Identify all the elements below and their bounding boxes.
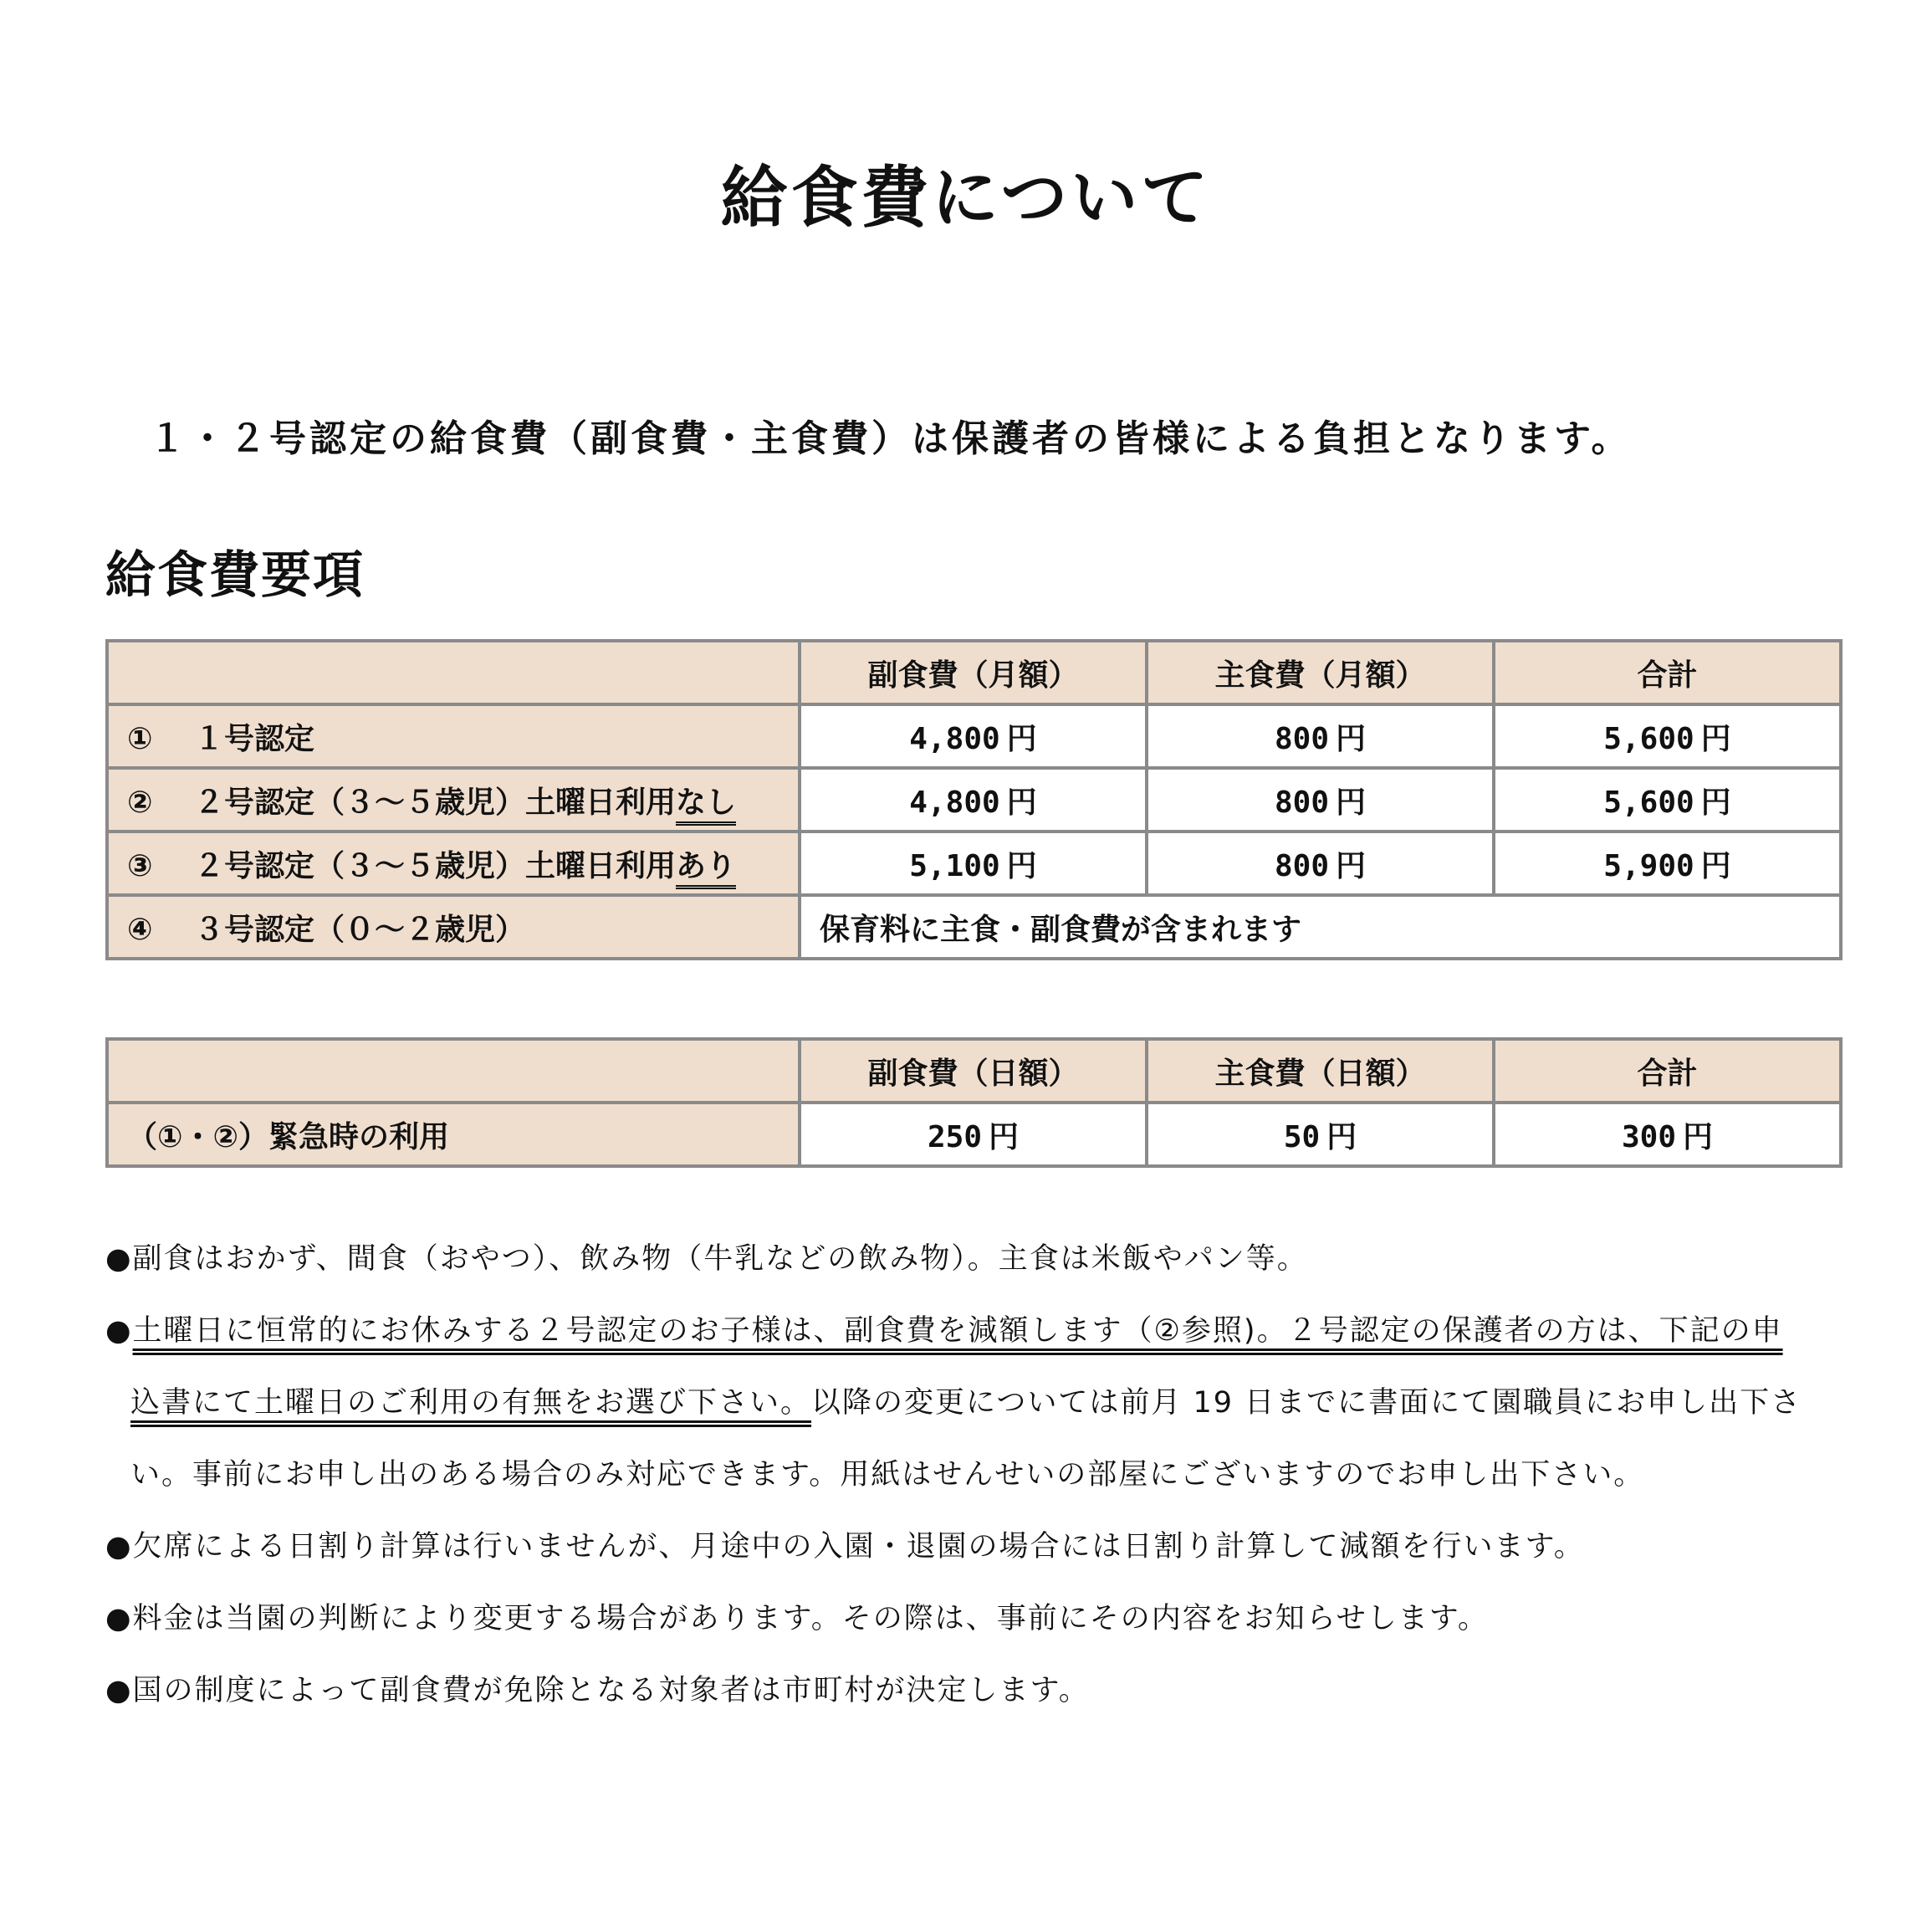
table-header-row <box>107 1039 1841 1103</box>
staple-cell: 800 円 <box>1147 768 1494 832</box>
included-note-cell: 保育料に主食・副食費が含まれます <box>800 895 1841 959</box>
note-item <box>105 1295 1828 1367</box>
notes-list <box>105 1223 1828 1727</box>
monthly-fee-table <box>105 639 1843 960</box>
note-text: 以降の変更については前月 19 日までに書面にて園職員にお申し出下さ <box>811 1386 1802 1420</box>
table-header-row <box>107 641 1841 704</box>
row-marker: ② <box>127 785 153 820</box>
note-item: ●料金は当園の判断により変更する場合があります。その際は、事前にその内容をお知らせします。 <box>105 1602 1489 1635</box>
header-cell-staple: 主食費（月額） <box>1147 641 1494 704</box>
note-item: ●欠席による日割り計算は行いませんが、月途中の入園・退園の場合には日割り計算して減額を行います。 <box>105 1530 1585 1563</box>
total-cell: 300 円 <box>1494 1103 1841 1166</box>
staple-cell: 50 円 <box>1147 1103 1494 1166</box>
table-row <box>107 768 1841 832</box>
table-row <box>107 704 1841 768</box>
side-dish-cell: 4,800 円 <box>800 768 1147 832</box>
note-item-continued: い。事前にお申し出のある場合のみ対応できます。用紙はせんせいの部屋にございますのでお申し出下さい。 <box>130 1458 1645 1492</box>
row-label-text: ２号認定（３～５歳児）土曜日利用 <box>194 848 677 883</box>
note-bullet: ● <box>105 1314 133 1348</box>
row-label <box>107 704 800 768</box>
page-title: 給食費について <box>720 159 1212 237</box>
row-label <box>107 832 800 895</box>
header-cell-side-dish: 副食費（月額） <box>800 641 1147 704</box>
note-underlined-text: 込書にて土曜日のご利用の有無をお選び下さい。 <box>130 1386 812 1420</box>
note-underlined-text: 土曜日に恒常的にお休みする２号認定のお子様は、副食費を減額します（②参照)。２号認定の保護者の方は、下記の申 <box>132 1314 1783 1348</box>
total-cell: 5,900 円 <box>1494 832 1841 895</box>
row-marker: ① <box>127 721 153 756</box>
note-item: ●国の制度によって副食費が免除となる対象者は市町村が決定します。 <box>105 1674 1090 1707</box>
row-label-text: １号認定 <box>194 721 315 756</box>
total-cell: 5,600 円 <box>1494 768 1841 832</box>
row-label-emphasis: あり <box>676 849 736 889</box>
header-cell-empty <box>107 641 800 704</box>
header-cell-total: 合計 <box>1494 1039 1841 1103</box>
table-row <box>107 832 1841 895</box>
row-label-text: ２号認定（３～５歳児）土曜日利用 <box>194 785 677 820</box>
note-item: ●副食はおかず、間食（おやつ）、飲み物（牛乳などの飲み物）。主食は米飯やパン等。 <box>105 1242 1308 1276</box>
row-label: （①・②）緊急時の利用 <box>107 1103 800 1166</box>
row-label-text: ３号認定（０～２歳児） <box>194 912 526 947</box>
header-cell-side-dish: 副食費（日額） <box>800 1039 1147 1103</box>
row-label <box>107 895 800 959</box>
table-row <box>107 1103 1841 1166</box>
side-dish-cell: 5,100 円 <box>800 832 1147 895</box>
daily-fee-table <box>105 1037 1843 1168</box>
staple-cell: 800 円 <box>1147 704 1494 768</box>
intro-text: １・２号認定の給食費（副食費・主食費）は保護者の皆様による負担となります。 <box>149 417 1632 460</box>
header-cell-total: 合計 <box>1494 641 1841 704</box>
section-heading: 給食費要項 <box>105 546 365 605</box>
header-cell-staple: 主食費（日額） <box>1147 1039 1494 1103</box>
row-marker: ④ <box>127 912 153 947</box>
total-cell: 5,600 円 <box>1494 704 1841 768</box>
staple-cell: 800 円 <box>1147 832 1494 895</box>
side-dish-cell: 4,800 円 <box>800 704 1147 768</box>
note-item-continued <box>105 1367 1828 1439</box>
side-dish-cell: 250 円 <box>800 1103 1147 1166</box>
row-label <box>107 768 800 832</box>
row-marker: ③ <box>127 848 153 883</box>
table-row <box>107 895 1841 959</box>
row-label-emphasis: なし <box>676 786 736 826</box>
header-cell-empty <box>107 1039 800 1103</box>
